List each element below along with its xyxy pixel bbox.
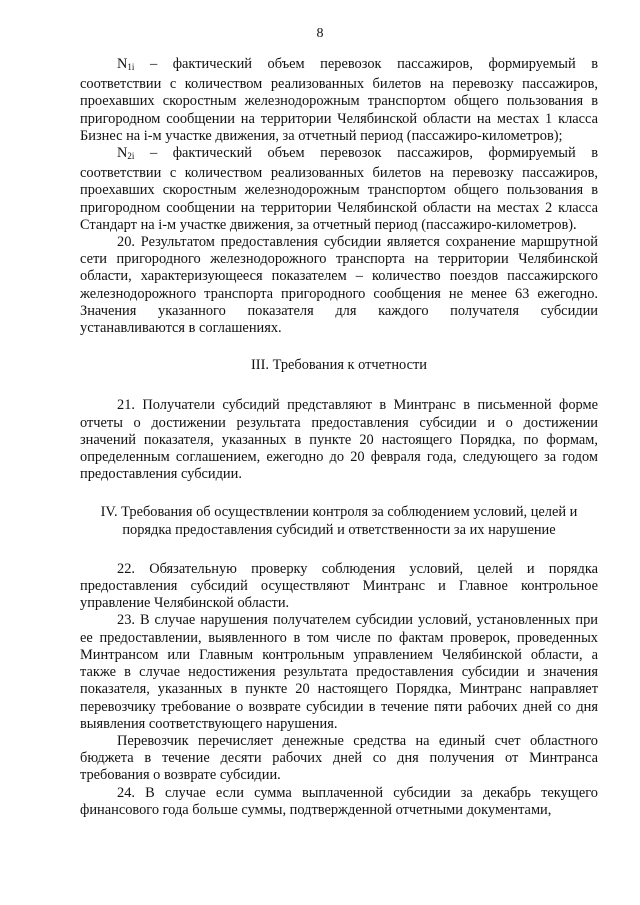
- paragraph-20: 20. Результатом предоставления субсидии является сохранение маршрутной сети пригородного железнодорожного транспорта на территории Челябинской области, характеризующееся показателем – количество поездов пассажирского железнодорожного транспорта пригородного сообщения не менее 63 ежегодно. Значения указанного показателя для каждого получателя субсидии устанавливаются в соглашениях.: [80, 234, 598, 337]
- paragraph-22: 22. Обязательную проверку соблюдения условий, целей и порядка предоставления субсидий осуществляют Минтранс и Главное контрольное управление Челябинской области.: [80, 560, 598, 612]
- paragraph-21: 21. Получатели субсидий представляют в Минтранс в письменной форме отчеты о достижении результата предоставления субсидии и о достижении значений показателя, указанных в пункте 20 настоящего Порядка, по формам, определенным соглашением, ежегодно до 20 февраля года, следующего за годом предоставления субсидии.: [80, 397, 598, 483]
- definition-n1i: [80, 56, 598, 145]
- paragraph-23: 23. В случае нарушения получателем субсидии условий, установленных при ее предоставлении, выявленного в том числе по фактам проверок, проведенных Минтрансом или Главным контрольным управлением Челябинской области, а также в случае недостижения результата предоставления субсидии и значения показателя, указанных в пункте 20 настоящего Порядка, Минтранс направляет перевозчику требование о возврате субсидии в течение пяти рабочих дней со дня выявления соответствующего нарушения.: [80, 612, 598, 732]
- symbol: N: [117, 145, 128, 162]
- definition-text: – фактический объем перевозок пассажиров, формируемый в соответствии с количеством реализованных билетов на перевозку пассажиров, проехавших скоростным железнодорожным транспортом общего пользования в пригородном сообщении на территории Челябинской области на местах 2 класса Стандарт на i-м участке движения, за отчетный период (пассажиро-километров).: [80, 145, 598, 233]
- paragraph-24: 24. В случае если сумма выплаченной субсидии за декабрь текущего финансового года больше суммы, подтвержденной отчетными документами,: [80, 784, 598, 818]
- symbol: N: [117, 56, 128, 72]
- page-number: 8: [316, 26, 324, 41]
- symbol-subscript: 1i: [127, 62, 135, 72]
- definition-text: – фактический объем перевозок пассажиров, формируемый в соответствии с количеством реализованных билетов на перевозку пассажиров, проехавших скоростным железнодорожным транспортом общего пользования в пригородном сообщении на территории Челябинской области на местах 1 класса Бизнес на i-м участке движения, за отчетный период (пассажиро-километров);: [80, 56, 598, 144]
- definition-n2i: [80, 145, 598, 234]
- section-3-title: III. Требования к отчетности: [251, 357, 427, 374]
- symbol-subscript: 2i: [127, 151, 135, 162]
- section-4-title: IV. Требования об осуществлении контроля за соблюдением условий, целей и порядка предоставления субсидий и ответственности за их нарушение: [100, 504, 578, 538]
- page-body: [80, 56, 598, 819]
- paragraph-23-continuation: Перевозчик перечисляет денежные средства на единый счет областного бюджета в течение десяти рабочих дней со дня получения от Минтранса требования о возврате субсидии.: [80, 732, 598, 784]
